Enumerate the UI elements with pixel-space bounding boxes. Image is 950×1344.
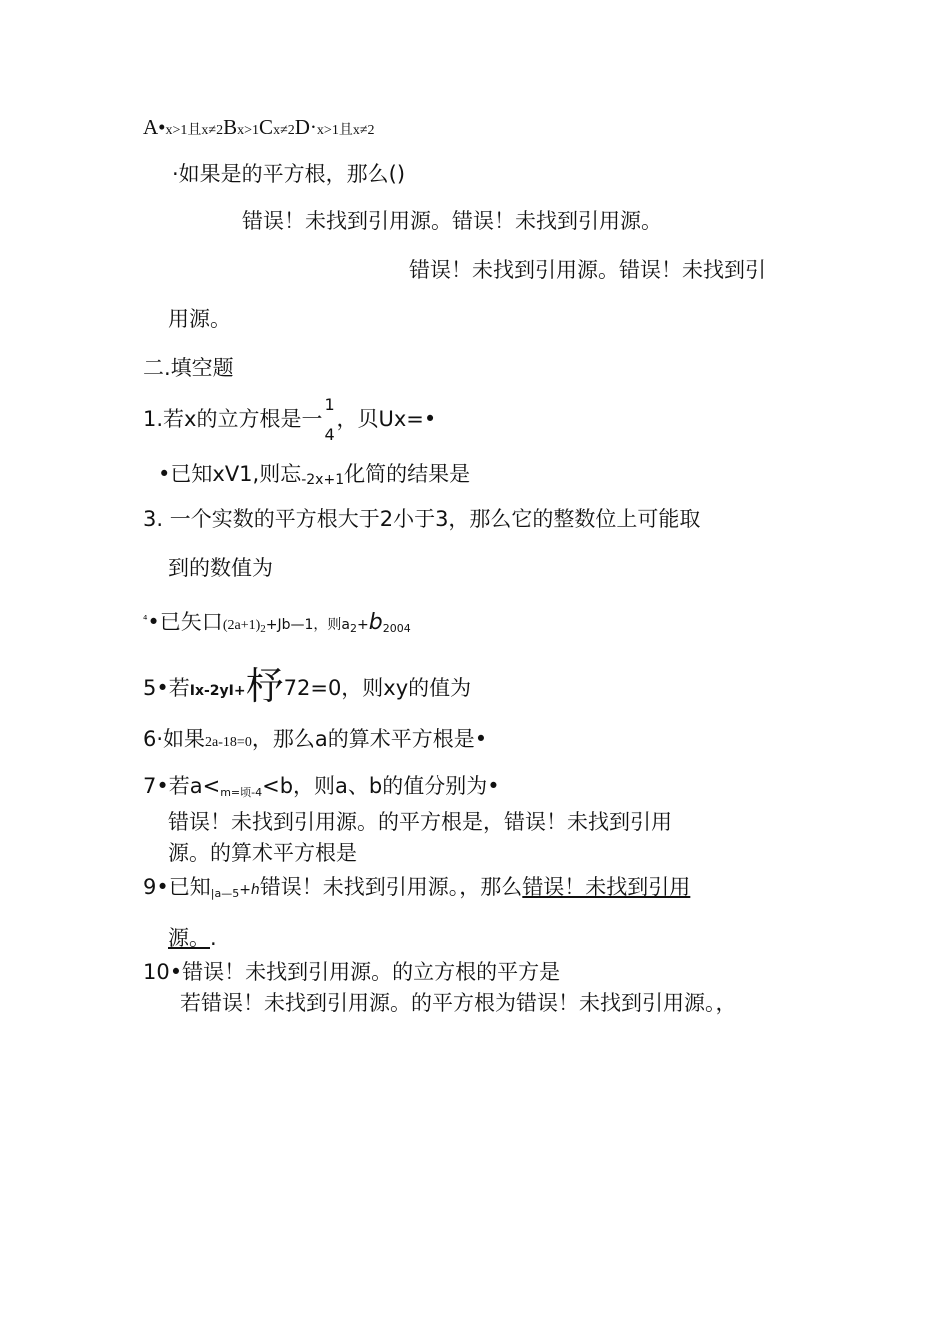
section-title: 二.填空题: [143, 356, 234, 380]
option-c-text: x≠2: [273, 123, 295, 138]
fill-question-9-underlined: 错误！未找到引用: [522, 875, 691, 899]
fill-question-9: [143, 873, 690, 908]
option-b-text: x>1: [237, 123, 260, 138]
error-text-line-2: 错误！未找到引用源。错误！未找到引: [409, 258, 766, 282]
fill-question-9-text: 9•已知: [143, 875, 211, 899]
fill-question-9-sub: |a—5: [210, 887, 240, 900]
fill-question-6-tail: ，那么a的算术平方根是•: [251, 727, 488, 751]
question-square-root: ·如果是的平方根，那么(): [172, 162, 406, 186]
fill-question-6-text: 6·如果: [143, 727, 206, 751]
fill-question-2-text: •已知xV1,则忘: [158, 462, 302, 486]
fill-question-7: [143, 772, 500, 807]
fill-question-3-line-2: 到的数值为: [168, 556, 273, 580]
fill-question-9-line-2-underlined: 源。: [168, 926, 210, 950]
fill-question-10-line-2: 若错误！未找到引用源。的平方根为错误！未找到引用源。，: [180, 991, 737, 1015]
fill-question-5-expr: Ix-2yI+: [189, 683, 246, 699]
fill-question-4: [143, 606, 411, 643]
fill-question-4-sup: 2: [350, 622, 357, 635]
option-a-label: A•: [143, 115, 166, 139]
option-d-text: x>1且x≠2: [316, 123, 375, 138]
fill-question-4-expr: (2a+1): [222, 618, 261, 633]
fill-question-4-b: b: [368, 610, 383, 635]
fill-question-9-mid: 错误！未找到引用源。，那么: [259, 875, 523, 899]
fill-question-4-a: a: [341, 617, 350, 633]
fill-question-2: [158, 460, 470, 494]
fill-question-6-expr: 2a-18=0: [205, 735, 252, 750]
fill-question-10-line-1: 10•错误！未找到引用源。的立方根的平方是: [143, 960, 561, 984]
fill-question-1-text: 1.若x的立方根是一: [143, 407, 323, 431]
fill-question-7-sub: m=顷-4: [220, 786, 263, 799]
fraction-denominator: 4: [324, 425, 335, 444]
fill-question-2-tail: 化简的结果是: [344, 462, 471, 486]
fill-question-2-expr: -2x+1: [301, 472, 345, 488]
fill-question-9-expr: +h: [239, 882, 260, 898]
option-d-label: D·: [294, 115, 317, 139]
error-text-line-1: 错误！未找到引用源。错误！未找到引用源。: [242, 209, 662, 233]
multiple-choice-options: [143, 113, 375, 145]
fill-question-5-text: 5•若: [143, 676, 190, 700]
fill-question-8-line-1: 错误！未找到引用源。的平方根是，错误！未找到引用: [168, 810, 672, 834]
fraction: [322, 395, 336, 444]
fill-question-4-mid: +Jb—1，则: [265, 617, 342, 633]
fill-question-5: [143, 664, 472, 708]
fill-question-7-tail: <b，则a、b的值分别为•: [262, 774, 500, 798]
fill-question-8-line-2: 源。的算术平方根是: [168, 841, 357, 865]
fraction-numerator: 1: [324, 395, 335, 414]
fill-question-7-text: 7•若a<: [143, 774, 221, 798]
fill-question-9-line-2: [168, 924, 217, 952]
fill-question-9-line-2-tail: .: [210, 926, 217, 950]
fill-question-3-line-1: 3. 一个实数的平方根大于2小于3，那么它的整数位上可能取: [143, 507, 701, 531]
fill-question-1: [143, 395, 437, 444]
fill-question-6: [143, 725, 487, 757]
option-c-label: C: [259, 115, 274, 139]
option-b-label: B: [223, 115, 238, 139]
option-a-text: x>1且x≠2: [165, 123, 224, 138]
question-number: ⁴: [143, 613, 148, 626]
fill-question-5-tail: 72=0，则xy的值为: [283, 676, 472, 700]
fill-question-4-sub: 2: [260, 623, 266, 635]
fill-question-1-tail: ，贝Ux=•: [336, 407, 437, 431]
fill-question-5-glyph: 杼: [245, 664, 284, 708]
fill-question-4-plus: +: [357, 617, 369, 633]
fill-question-4-b-sub: 2004: [382, 622, 411, 635]
error-text-line-3: 用源。: [168, 307, 231, 331]
fill-question-4-text: •已矢口: [147, 610, 223, 634]
